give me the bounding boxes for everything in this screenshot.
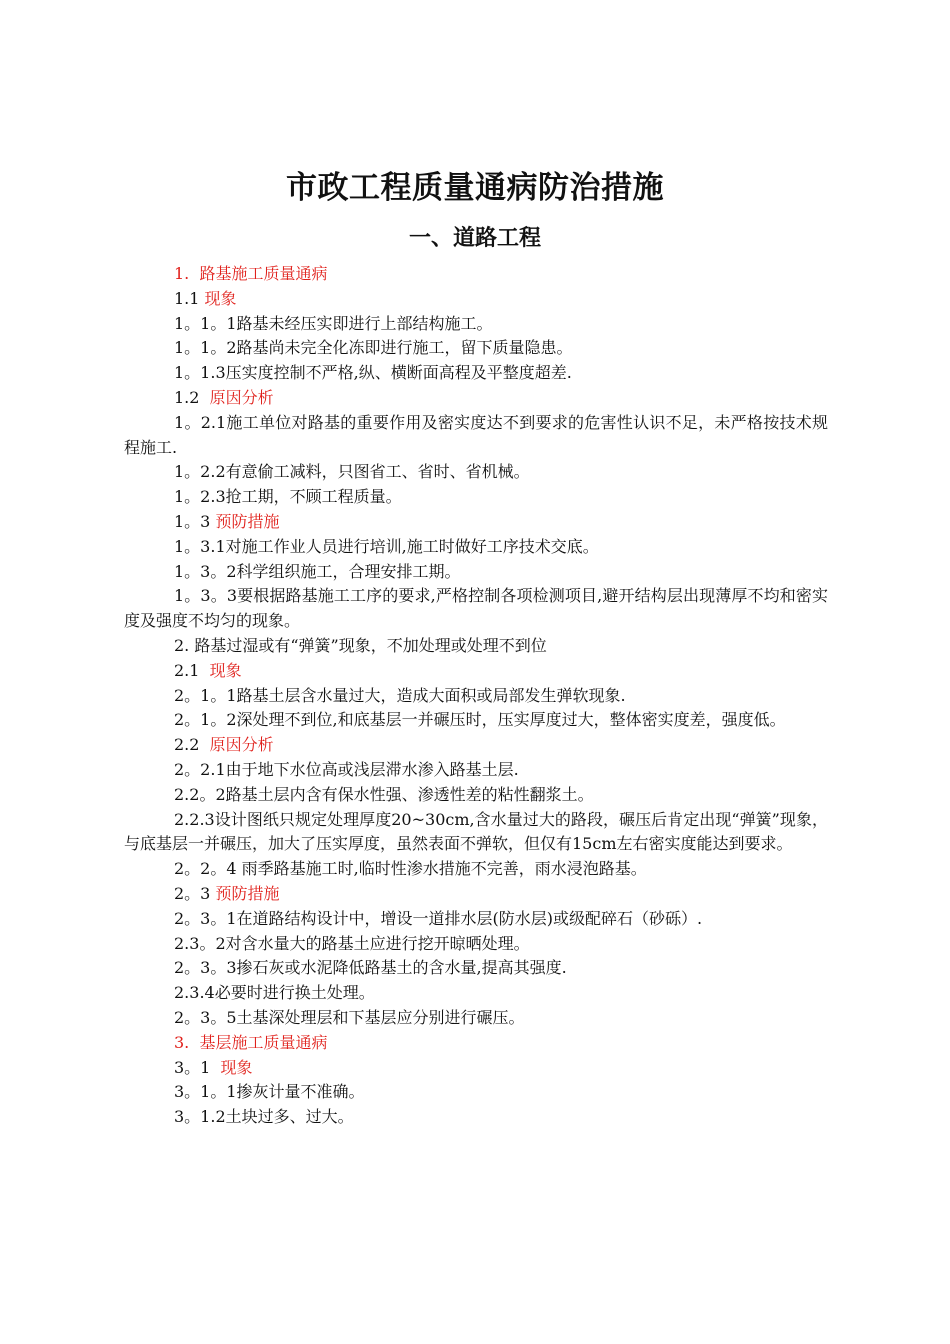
paragraph xyxy=(124,460,828,485)
paragraph-text: 1。2.3抢工期，不顾工程质量。 xyxy=(174,487,402,507)
heading-text: 原因分析 xyxy=(209,735,274,755)
paragraph xyxy=(124,907,828,932)
paragraph xyxy=(124,411,828,461)
paragraph xyxy=(124,857,828,882)
paragraph xyxy=(124,882,828,907)
heading-text: 现象 xyxy=(209,660,242,680)
paragraph xyxy=(124,684,828,709)
paragraph-text: 2。3。1在道路结构设计中，增设一道排水层(防水层)或级配碎石（砂砾）. xyxy=(174,908,703,928)
heading-text: 基层施工质量通病 xyxy=(199,1032,328,1052)
paragraph xyxy=(124,584,828,634)
heading-text: 预防措施 xyxy=(215,511,280,531)
paragraph-number: 3。1 xyxy=(174,1057,221,1077)
paragraph xyxy=(124,1031,828,1056)
paragraph xyxy=(124,932,828,957)
paragraph-text: 2. 路基过湿或有“弹簧”现象，不加处理或处理不到位 xyxy=(174,635,547,655)
paragraph-text: 2。3。5土基深处理层和下基层应分别进行碾压。 xyxy=(174,1007,525,1027)
paragraph xyxy=(124,262,828,287)
paragraph-text: 1。1。2路基尚未完全化冻即进行施工，留下质量隐患。 xyxy=(174,338,573,358)
paragraph xyxy=(124,981,828,1006)
paragraph-text: 1。2.1施工单位对路基的重要作用及密实度达不到要求的危害性认识不足，未严格按技术规程施工. xyxy=(124,412,828,457)
paragraph xyxy=(124,1105,828,1130)
paragraph-text: 2。2。4 雨季路基施工时,临时性渗水措施不完善，雨水浸泡路基。 xyxy=(174,859,647,879)
paragraph xyxy=(124,634,828,659)
paragraph xyxy=(124,956,828,981)
paragraph xyxy=(124,386,828,411)
heading-text: 路基施工质量通病 xyxy=(199,264,328,283)
paragraph xyxy=(124,758,828,783)
paragraph xyxy=(124,312,828,337)
paragraph-number: 1。3 xyxy=(174,511,216,531)
paragraph-text: 1。3.1对施工作业人员进行培训,施工时做好工序技术交底。 xyxy=(174,536,599,556)
section-title: 一、道路工程 xyxy=(408,226,541,251)
heading-text: 现象 xyxy=(204,288,237,308)
paragraph-text: 2.2。2路基土层内含有保水性强、渗透性差的粘性翻浆土。 xyxy=(174,784,594,804)
paragraph xyxy=(124,485,828,510)
paragraph-text: 2。2.1由于地下水位高或浅层滞水渗入路基土层. xyxy=(174,759,519,779)
paragraph-text: 2.3。2对含水量大的路基土应进行挖开晾晒处理。 xyxy=(174,933,530,953)
paragraph-number: 1.2 xyxy=(174,387,210,407)
paragraph-number: 3. xyxy=(174,1032,200,1052)
paragraph xyxy=(124,287,828,312)
paragraph-number: 1. xyxy=(174,264,200,283)
paragraph xyxy=(124,733,828,758)
paragraph xyxy=(124,1006,828,1031)
paragraph-number: 1.1 xyxy=(174,288,205,308)
document-title: 市政工程质量通病防治措施 xyxy=(286,170,664,206)
paragraph-text: 1。3。2科学组织施工，合理安排工期。 xyxy=(174,561,461,581)
heading-text: 原因分析 xyxy=(209,387,274,407)
paragraph-text: 3。1.2土块过多、过大。 xyxy=(174,1107,354,1127)
paragraph xyxy=(124,336,828,361)
paragraph-text: 2。1。1路基土层含水量过大，造成大面积或局部发生弹软现象. xyxy=(174,685,626,705)
paragraph-text: 2.3.4必要时进行换土处理。 xyxy=(174,983,375,1003)
paragraph xyxy=(124,808,828,858)
paragraph xyxy=(124,535,828,560)
paragraph-number: 2.1 xyxy=(174,660,210,680)
paragraph xyxy=(124,708,828,733)
paragraph-text: 3。1。1掺灰计量不准确。 xyxy=(174,1082,365,1102)
document-body xyxy=(124,262,828,1130)
paragraph xyxy=(124,1080,828,1105)
paragraph xyxy=(124,361,828,386)
paragraph xyxy=(124,1056,828,1081)
paragraph-number: 2。3 xyxy=(174,883,216,903)
paragraph-text: 2。3。3掺石灰或水泥降低路基土的含水量,提高其强度. xyxy=(174,958,567,978)
paragraph-text: 1。1.3压实度控制不严格,纵、横断面高程及平整度超差. xyxy=(174,363,572,383)
paragraph xyxy=(124,783,828,808)
paragraph xyxy=(124,659,828,684)
heading-text: 现象 xyxy=(220,1057,253,1077)
heading-text: 预防措施 xyxy=(215,883,280,903)
paragraph-text: 1。2.2有意偷工减料，只图省工、省时、省机械。 xyxy=(174,462,530,482)
paragraph-text: 1。1。1路基未经压实即进行上部结构施工。 xyxy=(174,313,493,333)
paragraph xyxy=(124,510,828,535)
paragraph-number: 2.2 xyxy=(174,735,210,755)
paragraph xyxy=(124,560,828,585)
paragraph-text: 2.2.3设计图纸只规定处理厚度20~30cm,含水量过大的路段，碾压后肯定出现“弹簧”现象，与底基层一并碾压，加大了压实厚度，虽然表面不弹软，但仅有15cm左右密实度能达到要求。 xyxy=(124,809,828,854)
paragraph-text: 1。3。3要根据路基施工工序的要求,严格控制各项检测项目,避开结构层出现薄厚不均和密实度及强度不均匀的现象。 xyxy=(124,586,828,631)
paragraph-text: 2。1。2深处理不到位,和底基层一并碾压时，压实厚度过大，整体密实度差，强度低。 xyxy=(174,710,786,730)
